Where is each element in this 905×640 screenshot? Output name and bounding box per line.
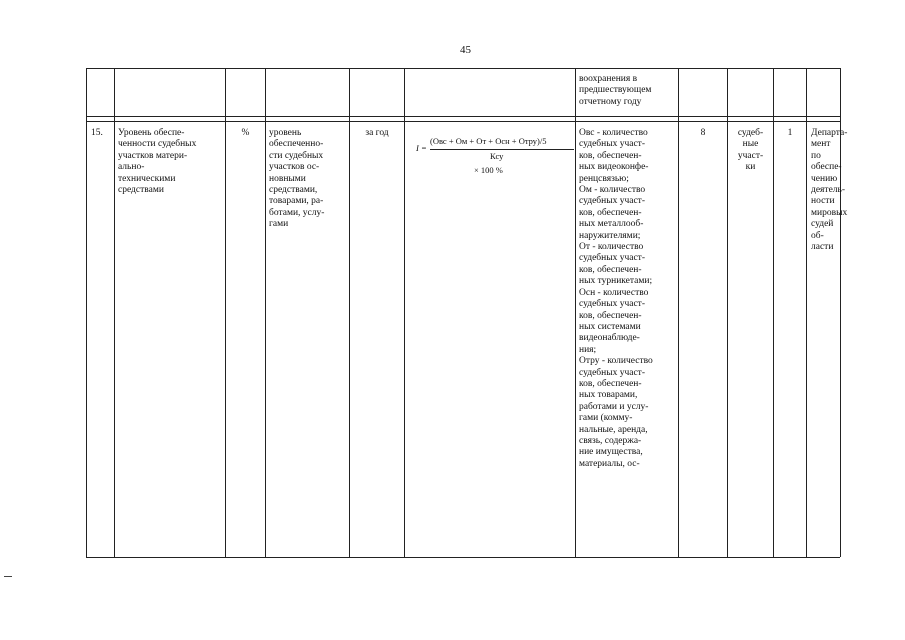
row-number: 15. xyxy=(91,128,103,138)
column-border xyxy=(678,68,679,557)
table-bottom-border xyxy=(86,557,840,558)
page-number: 45 xyxy=(460,44,471,56)
column-border xyxy=(575,68,576,557)
responsible-body: Департа- мент по обеспе- чению деятель- ности мировых судей об- ласти xyxy=(811,128,848,253)
column-border xyxy=(404,68,405,557)
continuation-basis-text: воохранения в предшествующем отчетному году xyxy=(579,74,652,107)
formula-denominator: Ксу xyxy=(490,151,504,161)
fraction-bar xyxy=(430,149,574,150)
units-text: судеб- ные участ- ки xyxy=(737,128,764,173)
count-value: 8 xyxy=(700,128,706,138)
period: за год xyxy=(365,128,389,138)
column-border xyxy=(114,68,115,557)
basis-description: Овс - количество судебных участ- ков, обеспечен- ных видеоконфе- ренцсвязью; Ом - количество судебных участ- ков, обеспечен- ных металлооб- наружителями; От - количество судебных участ- ков, обеспечен- ных турникетами; Осн - количество судебных участ- ков, обеспечен- ных системами видеонаблюде- ния; Отру - количество судебных участ- ков, обеспечен- ных товарами, работами и услу- гами (комму- нальные, аренда, связь, содержа- ние имущества, материалы, ос- xyxy=(579,128,653,469)
column-border xyxy=(806,68,807,557)
formula-lhs: I = xyxy=(416,143,427,153)
indicator-value: 1 xyxy=(787,128,793,138)
column-border xyxy=(265,68,266,557)
column-border xyxy=(225,68,226,557)
formula-multiplier: × 100 % xyxy=(474,165,503,175)
formula-numerator: (Овс + Ом + От + Осн + Отру)/5 xyxy=(430,136,547,146)
unit-of-measure: % xyxy=(241,128,250,138)
column-border xyxy=(349,68,350,557)
indicator-definition: уровень обеспеченно- сти судебных участков ос- новными средствами, товарами, ра- ботами, услу- гами xyxy=(269,128,325,230)
indicator-name: Уровень обеспе- ченности судебных участков матери- ально- техническими средствами xyxy=(118,128,197,196)
column-border xyxy=(86,68,87,557)
column-border xyxy=(773,68,774,557)
margin-mark xyxy=(4,576,12,577)
